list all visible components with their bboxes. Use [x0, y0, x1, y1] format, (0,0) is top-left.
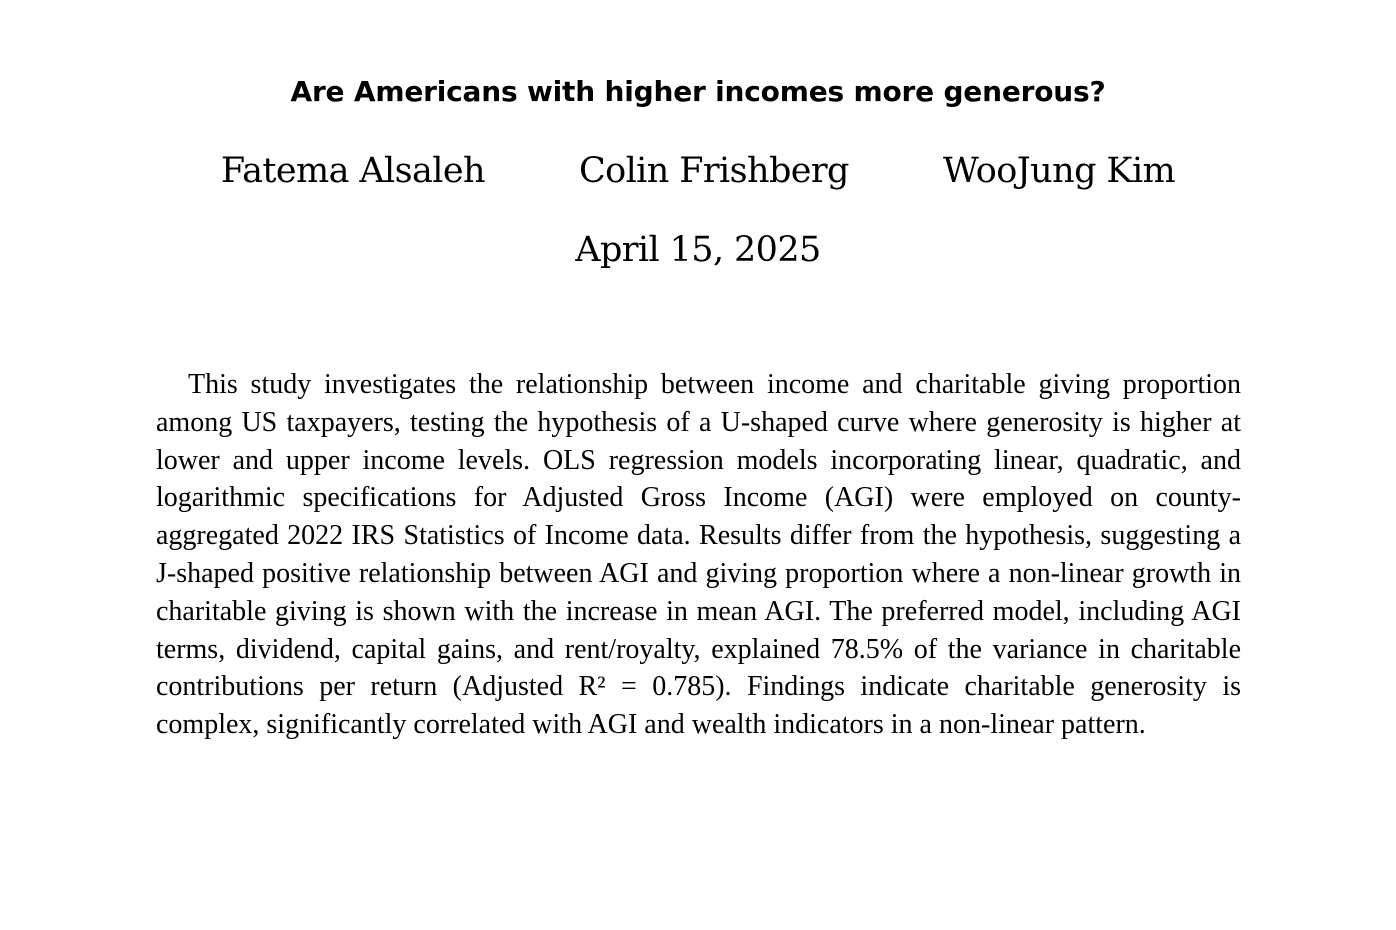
author-name: Fatema Alsaleh [220, 151, 485, 191]
author-list [0, 148, 1396, 194]
paper-date: April 15, 2025 [575, 230, 821, 270]
abstract-text: This study investigates the relationship between income and charitable giving proportion among US taxpayers, testing the hypothesis of a U-shaped curve where generosity is higher at lower and upper income levels. OLS regression models incorporating linear, quadratic, and logarithmic specifications for Adjusted Gross Income (AGI) were employed on county-aggregated 2022 IRS Statistics of Income data. Results differ from the hypothesis, suggesting a J-shaped positive relationship between AGI and giving proportion where a non-linear growth in charitable giving is shown with the increase in mean AGI. The preferred model, including AGI terms, dividend, capital gains, and rent/royalty, explained 78.5% of the variance in charitable contributions per return (Adjusted R² = 0.785). Findings indicate charitable generosity is complex, significantly correlated with AGI and wealth indicators in a non-linear pattern. [156, 369, 1241, 741]
author-name: Colin Frishberg [578, 151, 849, 191]
paper-title: Are Americans with higher incomes more generous? [290, 75, 1106, 108]
author-name: WooJung Kim [942, 151, 1176, 191]
